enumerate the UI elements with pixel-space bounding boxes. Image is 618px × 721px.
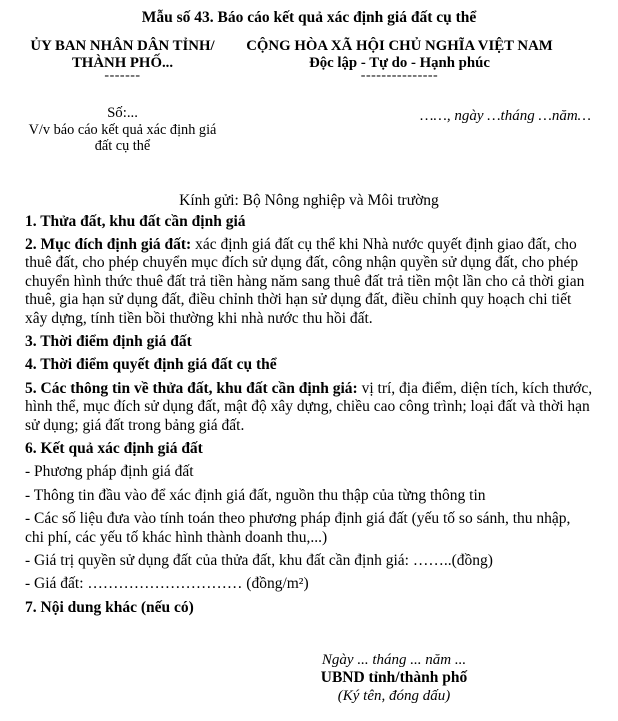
section-4-heading: 4. Thời điểm quyết định giá đất cụ thể: [25, 356, 277, 374]
issuing-authority-block: [25, 38, 220, 155]
section-6-item-method: - Phương pháp định giá đất: [25, 463, 194, 481]
document-body: [25, 213, 593, 618]
section-1-heading: 1. Thửa đất, khu đất cần định giá: [25, 212, 246, 230]
signature-authority: UBND tỉnh/thành phố: [320, 669, 468, 687]
section-4: [25, 356, 593, 374]
section-7-heading: 7. Nội dung khác (nếu có): [25, 598, 194, 616]
section-5: [25, 380, 593, 435]
authority-name-line1: ỦY BAN NHÂN DÂN TỈNH/: [30, 38, 215, 54]
section-1: [25, 213, 593, 231]
national-motto-line1: CỘNG HÒA XÃ HỘI CHỦ NGHĨA VIỆT NAM: [246, 38, 553, 54]
section-6-item-figures: - Các số liệu đưa vào tính toán theo phương pháp định giá đất (yếu tố so sánh, thu nhập, chi phí, các yếu tố khác hình thành doanh thu,...): [25, 510, 571, 546]
section-7: [25, 599, 593, 617]
national-motto-line2: Độc lập - Tự do - Hạnh phúc: [309, 54, 490, 71]
signature-instruction: (Ký tên, đóng dấu): [337, 688, 451, 705]
national-header-block: [220, 38, 593, 155]
place-date-line: ……, ngày …tháng …năm…: [420, 108, 591, 124]
section-2-heading: 2. Mục đích định giá đất:: [25, 235, 192, 253]
section-2: [25, 236, 593, 328]
document-header: [25, 38, 593, 155]
national-divider: ---------------: [360, 68, 439, 83]
salutation-line: Kính gửi: Bộ Nông nghiệp và Môi trường: [179, 191, 439, 209]
section-5-text: vị trí, địa điểm, diện tích, kích thước, hình thể, mục đích sử dụng đất, mật độ xây dựng, chiều cao công trình; loại đất và thời hạn sử dụng; giá đất trong bảng giá đất.: [25, 379, 593, 434]
signature-block: [259, 651, 529, 705]
form-title: Mẫu số 43. Báo cáo kết quả xác định giá đất cụ thể: [141, 9, 477, 26]
section-2-text: xác định giá đất cụ thể khi Nhà nước quyết định giao đất, cho thuê đất, cho phép chuyển mục đích sử dụng đất, công nhận quyền sử dụng đất, cho phép chuyển hình thức thuê đất trả tiền hàng năm sang thuê đất trả tiền một lần cho cả thời gian thuê, gia hạn sử dụng đất, điều chỉnh thời hạn sử dụng đất, điều chỉnh quy hoạch chi tiết xây dựng, tính tiền bồi thường khi nhà nước thu hồi đất.: [25, 235, 585, 327]
document-subject: V/v báo cáo kết quả xác định giá đất cụ thể: [28, 121, 217, 154]
section-3-heading: 3. Thời điểm định giá đất: [25, 332, 192, 350]
section-6-item-inputs: - Thông tin đầu vào để xác định giá đất, nguồn thu thập của từng thông tin: [25, 486, 486, 504]
authority-name-line2: THÀNH PHỐ...: [71, 54, 174, 71]
authority-divider: -------: [104, 68, 141, 83]
section-3: [25, 333, 593, 351]
section-6-item-land-use-value: - Giá trị quyền sử dụng đất của thửa đất, khu đất cần định giá: ……..(đồng): [25, 552, 493, 569]
section-6: [25, 440, 593, 458]
section-6-heading: 6. Kết quả xác định giá đất: [25, 439, 203, 457]
signature-date-line: Ngày ... tháng ... năm ...: [321, 652, 467, 669]
section-6-item-land-price: - Giá đất: ………………………… (đồng/m²): [25, 575, 309, 593]
document-number: Số:...: [107, 105, 138, 121]
section-5-heading: 5. Các thông tin về thửa đất, khu đất cần định giá:: [25, 379, 358, 397]
